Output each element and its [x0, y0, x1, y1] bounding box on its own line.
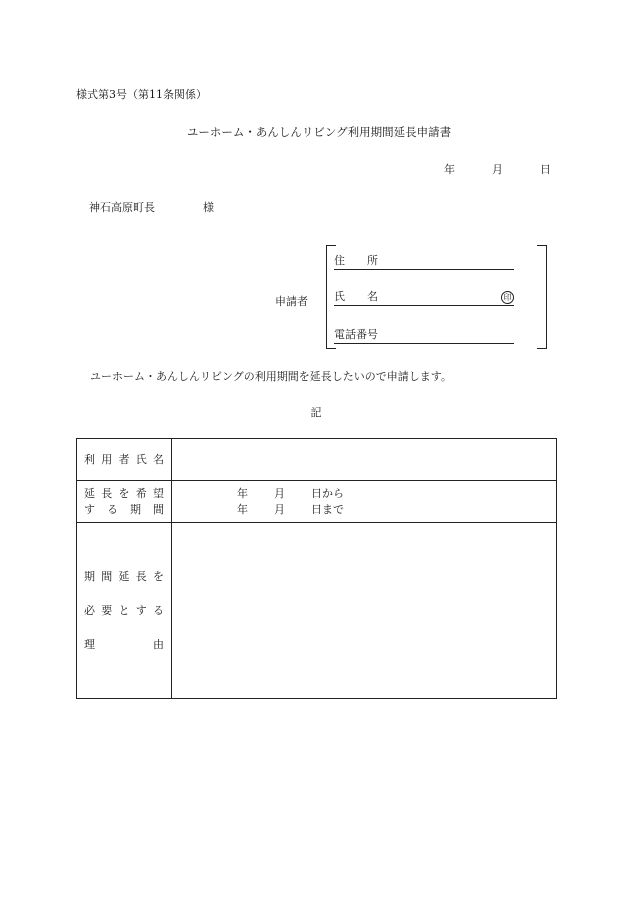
reason-label-cell [77, 523, 172, 699]
table-row [77, 439, 557, 481]
reason-label-line1: 期 間 延 長 を [84, 569, 164, 583]
user-name-input-cell[interactable] [172, 439, 557, 481]
addressee-name: 神石高原町長 [89, 201, 155, 214]
period-label-cell [77, 481, 172, 523]
reason-label-line3: 理 由 [84, 637, 164, 651]
name-label: 氏 名 [334, 290, 378, 303]
period-label-line1: 延 長 を 希 望 [84, 486, 164, 500]
period-input-cell[interactable] [172, 481, 557, 523]
address-field[interactable] [334, 253, 514, 270]
applicant-label: 申請者 [275, 295, 308, 308]
bracket-right [537, 245, 547, 349]
detail-table [76, 438, 557, 699]
reason-label-line2: 必 要 と す る [84, 603, 164, 617]
name-field[interactable] [334, 289, 514, 306]
seal-icon: 印 [501, 291, 514, 304]
date-line [444, 161, 551, 177]
date-month: 月 [492, 163, 503, 176]
form-number: 様式第3号（第11条関係） [76, 88, 207, 101]
phone-label: 電話番号 [334, 328, 378, 341]
table-row [77, 481, 557, 523]
reason-input-cell[interactable] [172, 523, 557, 699]
period-from: 年 月 日から [237, 486, 344, 500]
addressee-honorific: 様 [203, 201, 214, 214]
period-to: 年 月 日まで [237, 502, 344, 516]
user-name-label: 利 用 者 氏 名 [84, 452, 164, 466]
address-label: 住 所 [334, 254, 378, 267]
ki-heading: 記 [310, 406, 322, 419]
date-year: 年 [444, 163, 455, 176]
table-row [77, 523, 557, 699]
document-title: ユーホーム・あんしんリビング利用期間延長申請書 [186, 125, 452, 139]
application-statement: ユーホーム・あんしんリビングの利用期間を延長したいので申請します。 [90, 370, 452, 383]
user-name-label-cell [77, 439, 172, 481]
period-label-line2: す る 期 間 [84, 502, 164, 516]
phone-field[interactable] [334, 327, 514, 344]
date-day: 日 [540, 163, 551, 176]
addressee [89, 199, 214, 215]
